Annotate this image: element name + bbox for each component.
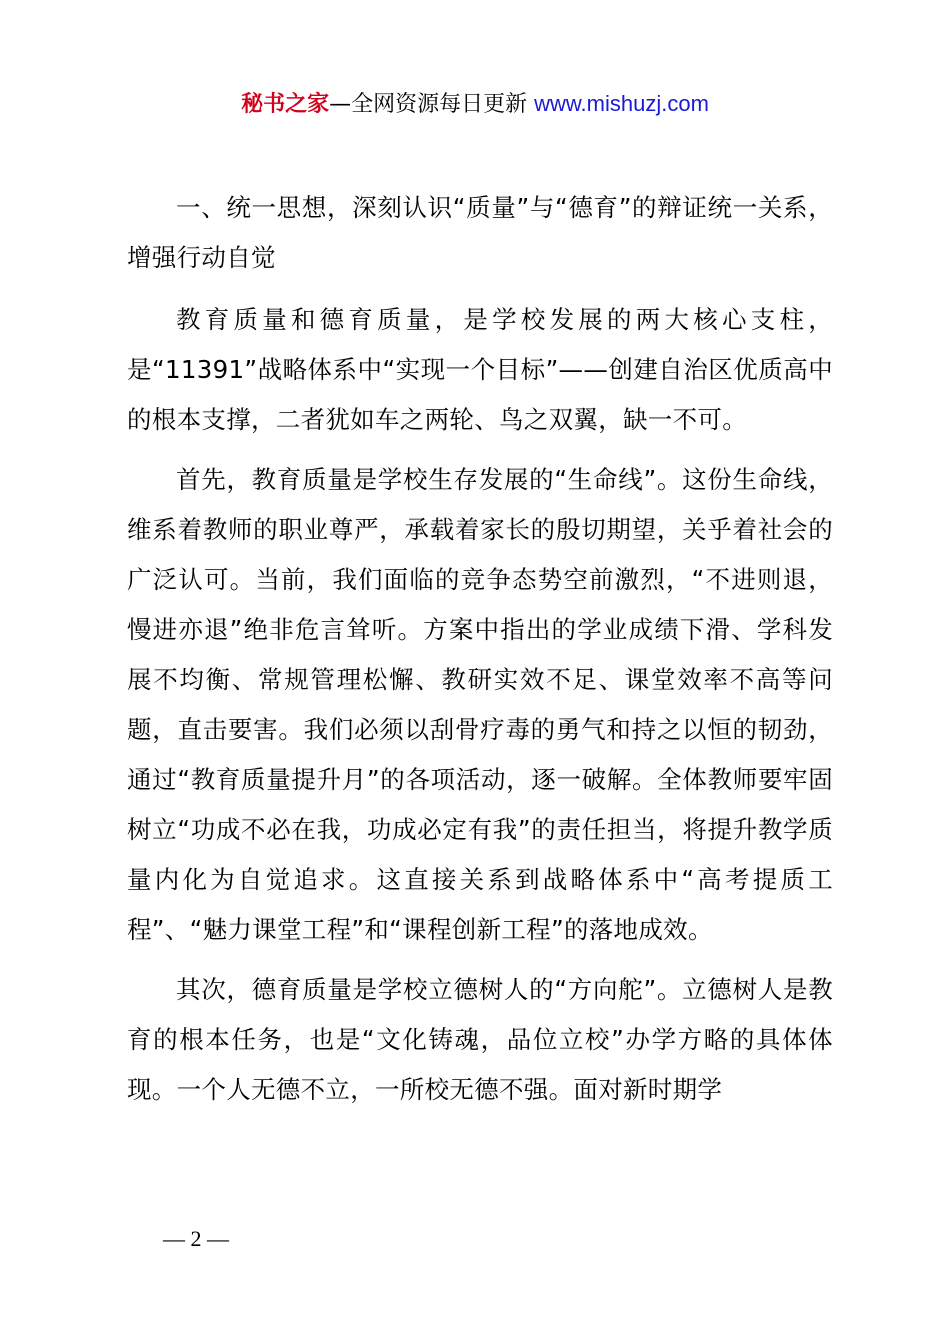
body-paragraph: 教育质量和德育质量，是学校发展的两大核心支柱，是“11391”战略体系中“实现一个目标”——创建自治区优质高中的根本支撑，二者犹如车之两轮、鸟之双翼，缺一不可。 [127, 305, 833, 434]
document-body [127, 183, 833, 1125]
brand-name: 秘书之家 [241, 92, 330, 117]
site-url-link[interactable]: www.mishuzj.com [534, 91, 709, 116]
body-paragraph: 首先，教育质量是学校生存发展的“生命线”。这份生命线，维系着教师的职业尊严，承载着家长的殷切期望，关乎着社会的广泛认可。当前，我们面临的竞争态势空前激烈，“不进则退，慢进亦退”绝非危言耸听。方案中指出的学业成绩下滑、学科发展不均衡、常规管理松懈、教研实效不足、课堂效率不高等问题，直击要害。我们必须以刮骨疗毒的勇气和持之以恒的韧劲，通过“教育质量提升月”的各项活动，逐一破解。全体教师要牢固树立“功成不必在我，功成必定有我”的责任担当，将提升教学质量内化为自觉追求。这直接关系到战略体系中“高考提质工程”、“魅力课堂工程”和“课程创新工程”的落地成效。 [127, 465, 833, 944]
body-paragraph: 其次，德育质量是学校立德树人的“方向舵”。立德树人是教育的根本任务，也是“文化铸魂，品位立校”办学方略的具体体现。一个人无德不立，一所校无德不强。面对新时期学 [127, 975, 833, 1104]
site-banner [0, 86, 950, 123]
banner-tagline: —全网资源每日更新 [329, 92, 528, 117]
page-number: — 2 — [163, 1226, 229, 1251]
section-heading: 一、统一思想，深刻认识“质量”与“德育”的辩证统一关系，增强行动自觉 [127, 193, 833, 272]
